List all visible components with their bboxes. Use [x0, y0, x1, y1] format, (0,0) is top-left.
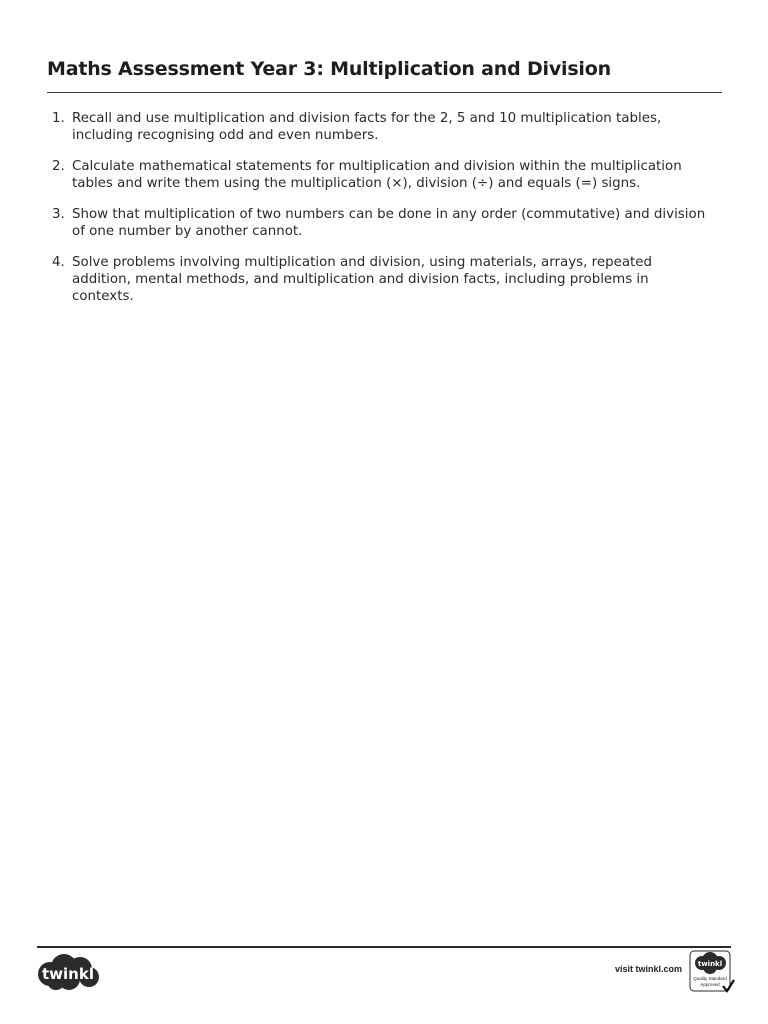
objective-text: Recall and use multiplication and division facts for the 2, 5 and 10 multiplication tables, including recognising odd and even numbers. [72, 111, 662, 143]
objective-item [50, 158, 710, 192]
objective-number: 2. [52, 159, 65, 174]
badge-line-2: Approved [700, 982, 720, 987]
objective-number: 3. [52, 207, 65, 222]
objective-text: Calculate mathematical statements for multiplication and division within the multiplication tables and write them using the multiplication (×), division (÷) and equals (=) signs. [72, 159, 682, 191]
objective-item [50, 254, 710, 305]
badge-brand: twinkl [697, 960, 723, 968]
badge-line-1: Quality Standard [693, 976, 727, 981]
objective-text: Show that multiplication of two numbers can be done in any order (commutative) and division of one number by another cannot. [72, 207, 706, 239]
objective-text: Solve problems involving multiplication and division, using materials, arrays, repeated addition, mental methods, and multiplication and division facts, including problems in contexts. [72, 255, 653, 304]
page-title: Maths Assessment Year 3: Multiplication and Division [47, 58, 611, 80]
visit-link[interactable]: visit twinkl.com [614, 964, 682, 974]
objectives-list [50, 110, 710, 319]
objective-number: 4. [52, 255, 65, 270]
footer-divider [37, 946, 731, 948]
logo-text: twinkl [42, 965, 94, 983]
objective-item [50, 110, 710, 144]
objective-item [50, 206, 710, 240]
quality-badge [689, 950, 735, 994]
twinkl-logo[interactable] [36, 952, 100, 992]
objective-number: 1. [52, 111, 65, 126]
title-divider [47, 92, 722, 93]
